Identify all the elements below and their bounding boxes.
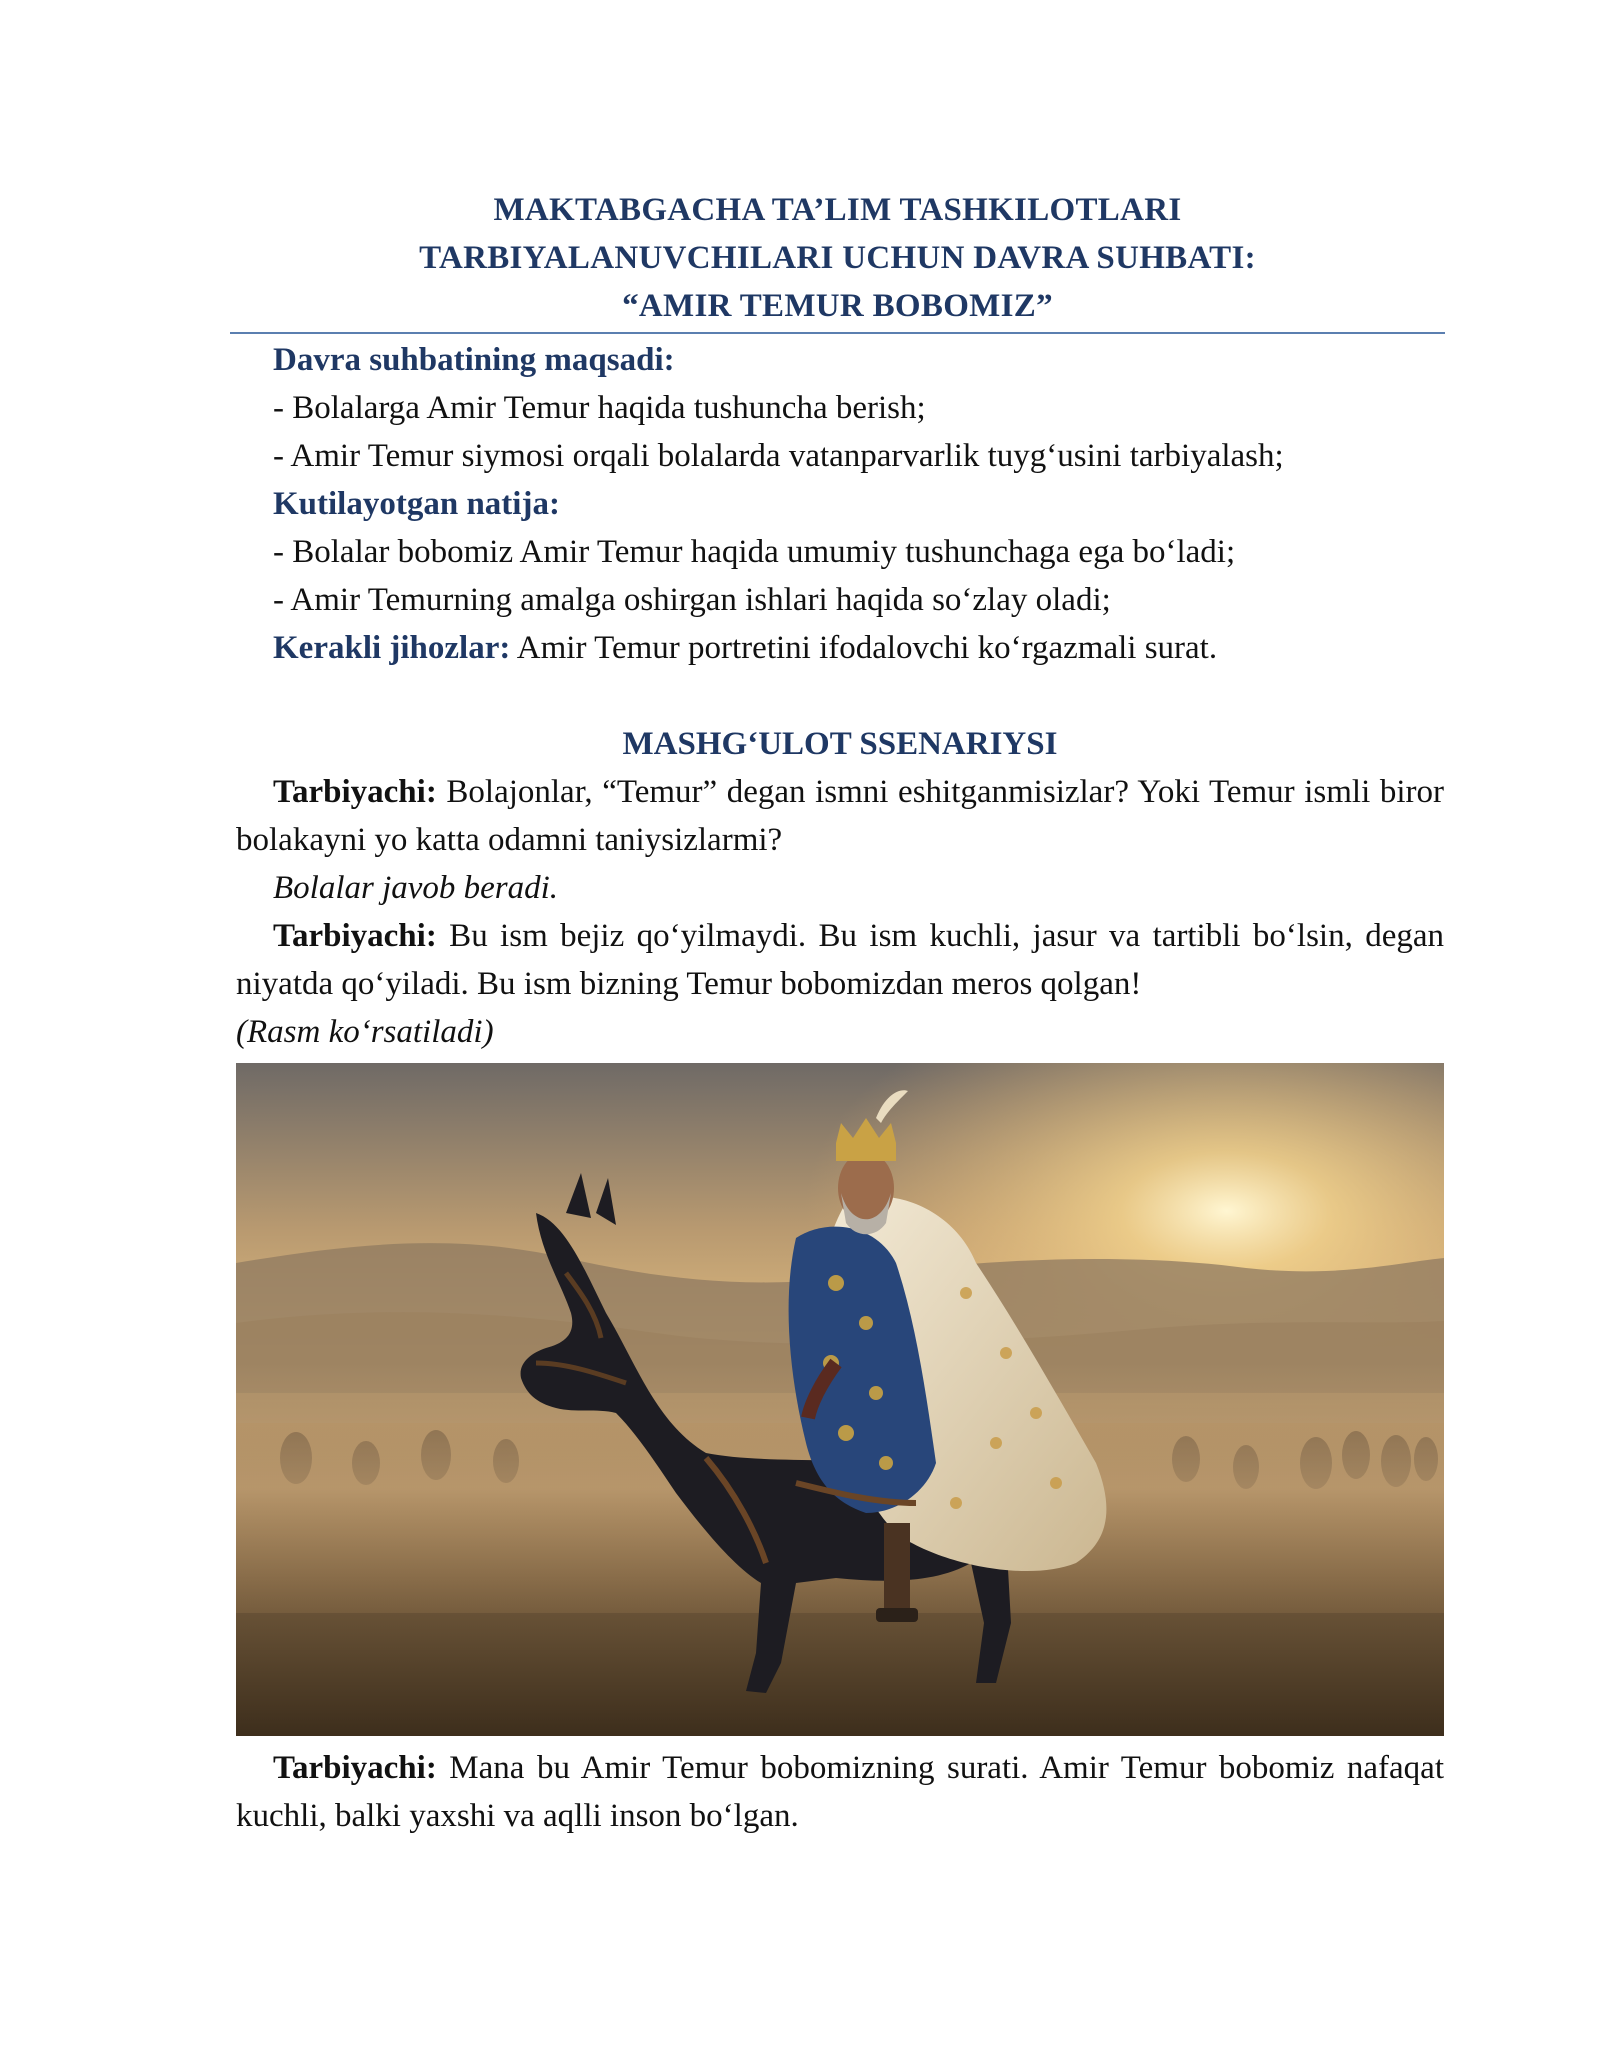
equipment-label: Kerakli jihozlar:: [273, 630, 511, 666]
speaker-label: Tarbiyachi:: [273, 918, 437, 954]
speaker-label: Tarbiyachi:: [273, 1750, 437, 1786]
amir-temur-portrait-image: [236, 1063, 1444, 1736]
scenario-title: MASHG‘ULOT SSENARIYSI: [622, 726, 1058, 762]
closing-section: [236, 1744, 1444, 1840]
results-heading: Kutilayotgan natija:: [273, 486, 560, 522]
goals-section: [236, 336, 1444, 672]
title-line-1: MAKTABGACHA TA’LIM TASHKILOTLARI: [493, 192, 1182, 228]
stage-direction-answer: Bolalar javob beradi.: [273, 870, 559, 906]
title-line-3: “AMIR TEMUR BOBOMIZ”: [622, 288, 1053, 324]
speaker-label: Tarbiyachi:: [273, 774, 437, 810]
title-underline: [230, 332, 1445, 334]
scenario-section: [236, 768, 1444, 1056]
teacher-text-1: Bolajonlar, “Temur” degan ismni eshitganmisizlar? Yoki Temur ismli biror bolakayni yo katta odamni taniysizlarmi?: [236, 774, 1444, 858]
teacher-paragraph-1: [236, 768, 1444, 864]
goals-item: - Amir Temur siymosi orqali bolalarda vatanparvarlik tuyg‘usini tarbiyalash;: [273, 438, 1284, 474]
goals-item: - Bolalarga Amir Temur haqida tushuncha berish;: [273, 390, 926, 426]
results-item: - Bolalar bobomiz Amir Temur haqida umumiy tushunchaga ega bo‘ladi;: [273, 534, 1236, 570]
teacher-text-2: Bu ism bejiz qo‘yilmaydi. Bu ism kuchli, jasur va tartibli bo‘lsin, degan niyatda qo‘yiladi. Bu ism bizning Temur bobomizdan meros qolgan!: [236, 918, 1444, 1002]
teacher-paragraph-3: [236, 1744, 1444, 1840]
equipment-line: [236, 624, 1444, 672]
stage-direction-picture: (Rasm ko‘rsatiladi): [236, 1014, 494, 1050]
teacher-text-3: Mana bu Amir Temur bobomizning surati. Amir Temur bobomiz nafaqat kuchli, balki yaxshi va aqlli inson bo‘lgan.: [236, 1750, 1444, 1834]
results-item: - Amir Temurning amalga oshirgan ishlari haqida so‘zlay oladi;: [273, 582, 1111, 618]
title-line-2: TARBIYALANUVCHILARI UCHUN DAVRA SUHBATI:: [419, 240, 1256, 276]
teacher-paragraph-2: [236, 912, 1444, 1008]
document-title: [230, 186, 1445, 330]
equipment-text: Amir Temur portretini ifodalovchi ko‘rgazmali surat.: [510, 630, 1218, 666]
goals-heading: Davra suhbatining maqsadi:: [273, 342, 675, 378]
